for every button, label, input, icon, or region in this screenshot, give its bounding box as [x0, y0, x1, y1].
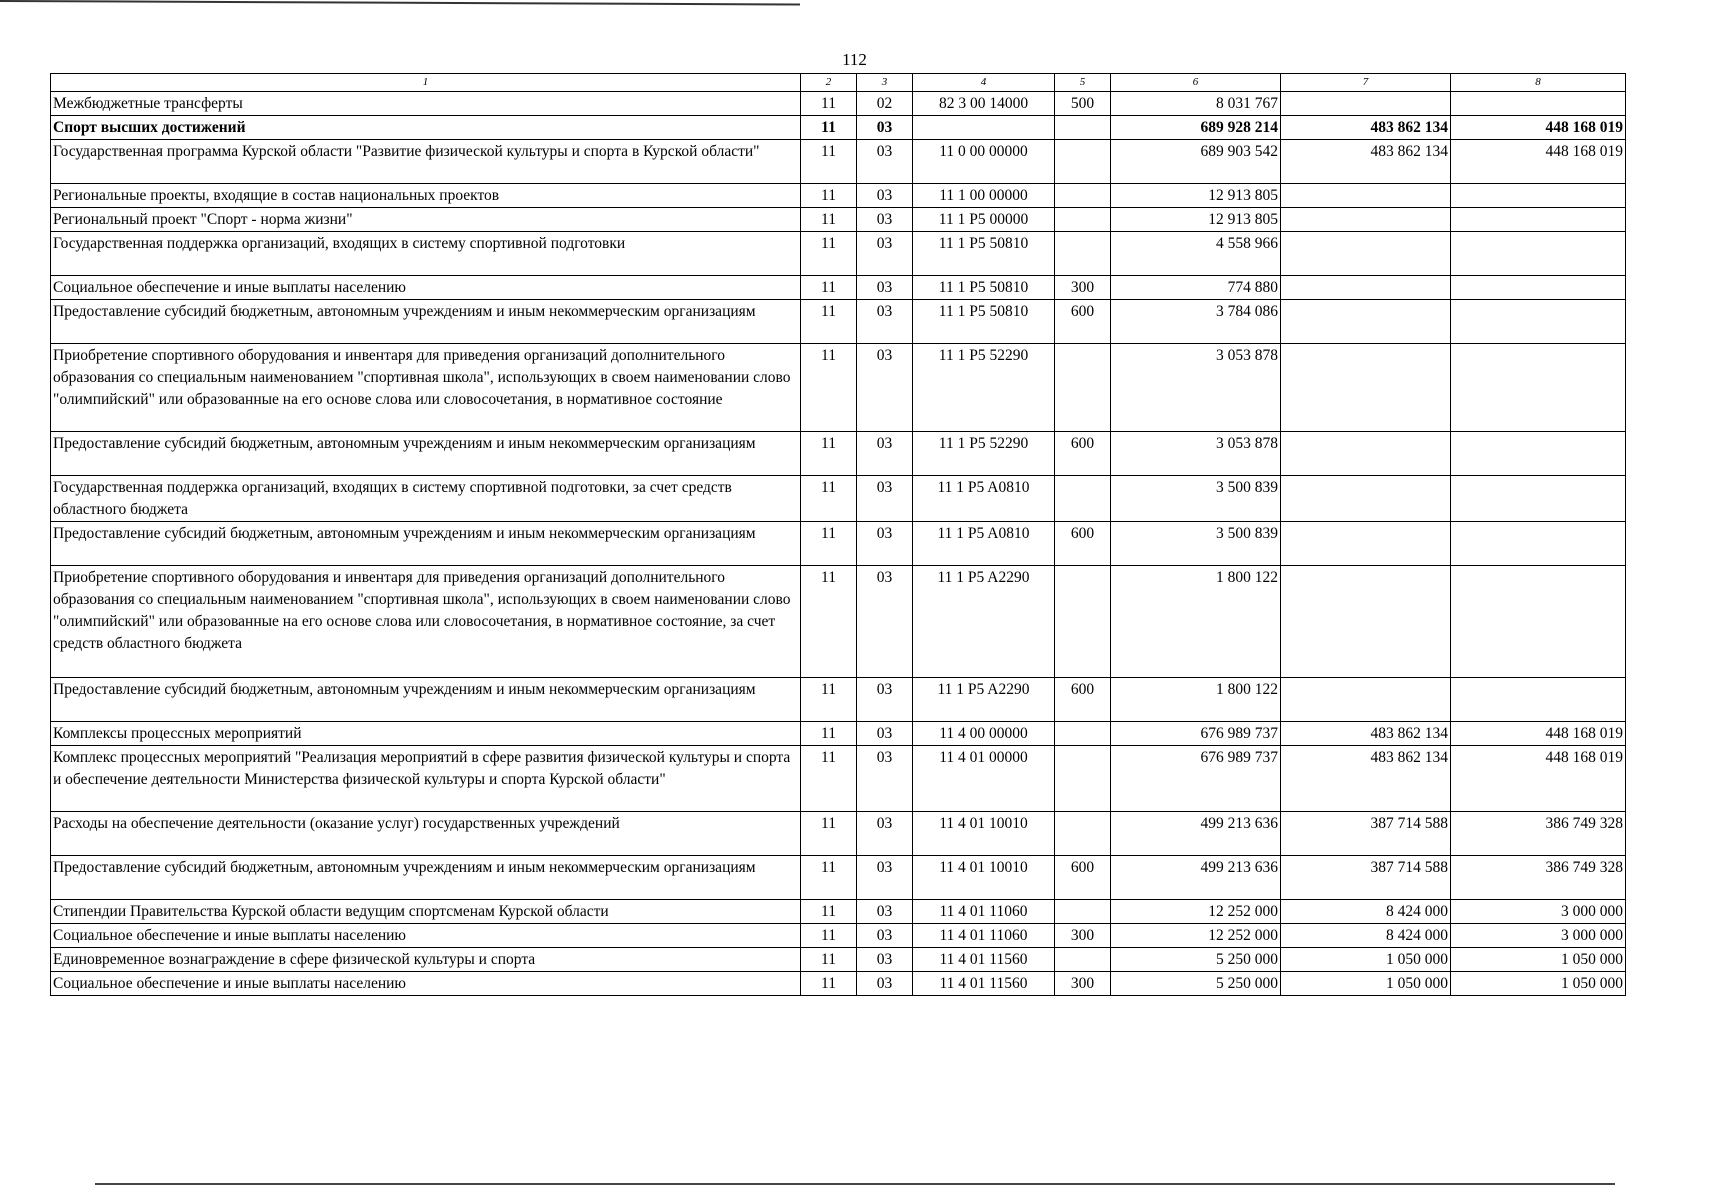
amount-year-3 [1451, 432, 1626, 476]
section-code: 11 [801, 900, 857, 924]
amount-year-2: 483 862 134 [1281, 746, 1451, 812]
amount-year-3: 386 749 328 [1451, 812, 1626, 856]
amount-year-1: 3 500 839 [1111, 522, 1281, 566]
amount-year-3: 3 000 000 [1451, 924, 1626, 948]
target-article-code: 11 1 P5 A2290 [913, 566, 1055, 678]
subsection-code: 03 [857, 746, 913, 812]
column-number: 6 [1111, 74, 1281, 92]
column-number-row [51, 74, 1626, 92]
section-code: 11 [801, 722, 857, 746]
expense-type-code: 600 [1055, 856, 1111, 900]
amount-year-2: 1 050 000 [1281, 972, 1451, 996]
amount-year-3 [1451, 300, 1626, 344]
amount-year-2 [1281, 566, 1451, 678]
amount-year-3 [1451, 276, 1626, 300]
section-code: 11 [801, 972, 857, 996]
amount-year-3 [1451, 92, 1626, 116]
row-name: Государственная программа Курской области "Развитие физической культуры и спорта в Курской области" [51, 140, 801, 184]
table-row [51, 678, 1626, 722]
subsection-code: 03 [857, 900, 913, 924]
target-article-code: 11 4 00 00000 [913, 722, 1055, 746]
target-article-code: 11 1 P5 A0810 [913, 476, 1055, 522]
amount-year-2 [1281, 232, 1451, 276]
amount-year-3: 448 168 019 [1451, 746, 1626, 812]
table-row [51, 300, 1626, 344]
target-article-code: 11 1 P5 50810 [913, 276, 1055, 300]
target-article-code: 11 4 01 00000 [913, 746, 1055, 812]
amount-year-1: 3 053 878 [1111, 432, 1281, 476]
table-row [51, 722, 1626, 746]
page-number: 112 [842, 50, 867, 69]
expense-type-code: 300 [1055, 924, 1111, 948]
row-name: Социальное обеспечение и иные выплаты населению [51, 924, 801, 948]
table-body [51, 92, 1626, 996]
amount-year-2 [1281, 344, 1451, 432]
row-name: Предоставление субсидий бюджетным, автономным учреждениям и иным некоммерческим организациям [51, 522, 801, 566]
row-name: Предоставление субсидий бюджетным, автономным учреждениям и иным некоммерческим организациям [51, 678, 801, 722]
amount-year-2: 1 050 000 [1281, 948, 1451, 972]
target-article-code: 11 1 P5 52290 [913, 344, 1055, 432]
table-row [51, 856, 1626, 900]
expense-type-code: 300 [1055, 972, 1111, 996]
row-name: Региональный проект "Спорт - норма жизни" [51, 208, 801, 232]
amount-year-3 [1451, 678, 1626, 722]
table-row [51, 900, 1626, 924]
row-name: Государственная поддержка организаций, входящих в систему спортивной подготовки, за счет средств областного бюджета [51, 476, 801, 522]
amount-year-1: 499 213 636 [1111, 812, 1281, 856]
target-article-code: 82 3 00 14000 [913, 92, 1055, 116]
table-row [51, 232, 1626, 276]
amount-year-3: 386 749 328 [1451, 856, 1626, 900]
target-article-code: 11 1 P5 00000 [913, 208, 1055, 232]
row-name: Комплексы процессных мероприятий [51, 722, 801, 746]
target-article-code: 11 0 00 00000 [913, 140, 1055, 184]
subsection-code: 03 [857, 924, 913, 948]
section-code: 11 [801, 566, 857, 678]
amount-year-3 [1451, 344, 1626, 432]
expense-type-code [1055, 746, 1111, 812]
amount-year-2: 483 862 134 [1281, 140, 1451, 184]
expense-type-code [1055, 208, 1111, 232]
section-code: 11 [801, 856, 857, 900]
amount-year-1: 689 928 214 [1111, 116, 1281, 140]
amount-year-2: 387 714 588 [1281, 856, 1451, 900]
expense-type-code: 600 [1055, 522, 1111, 566]
row-name: Региональные проекты, входящие в состав национальных проектов [51, 184, 801, 208]
expense-type-code [1055, 722, 1111, 746]
expense-type-code [1055, 184, 1111, 208]
expense-type-code: 600 [1055, 432, 1111, 476]
amount-year-2 [1281, 476, 1451, 522]
amount-year-1: 676 989 737 [1111, 722, 1281, 746]
section-code: 11 [801, 812, 857, 856]
amount-year-3 [1451, 476, 1626, 522]
row-name: Предоставление субсидий бюджетным, автономным учреждениям и иным некоммерческим организациям [51, 432, 801, 476]
row-name: Предоставление субсидий бюджетным, автономным учреждениям и иным некоммерческим организациям [51, 300, 801, 344]
target-article-code: 11 1 P5 50810 [913, 232, 1055, 276]
amount-year-2 [1281, 300, 1451, 344]
amount-year-1: 12 913 805 [1111, 208, 1281, 232]
table-row [51, 924, 1626, 948]
amount-year-2 [1281, 184, 1451, 208]
amount-year-2 [1281, 678, 1451, 722]
amount-year-1: 676 989 737 [1111, 746, 1281, 812]
amount-year-1: 3 784 086 [1111, 300, 1281, 344]
row-name: Социальное обеспечение и иные выплаты населению [51, 276, 801, 300]
target-article-code: 11 4 01 10010 [913, 856, 1055, 900]
target-article-code: 11 1 P5 50810 [913, 300, 1055, 344]
column-number: 1 [51, 74, 801, 92]
section-code: 11 [801, 432, 857, 476]
amount-year-1: 5 250 000 [1111, 972, 1281, 996]
row-name: Межбюджетные трансферты [51, 92, 801, 116]
amount-year-2: 387 714 588 [1281, 812, 1451, 856]
column-number: 5 [1055, 74, 1111, 92]
target-article-code: 11 1 P5 A0810 [913, 522, 1055, 566]
subsection-code: 03 [857, 140, 913, 184]
row-name: Приобретение спортивного оборудования и инвентаря для приведения организаций дополнительного образования со специальным наименованием "спортивная школа", использующих в своем наименовании слово "олимпийский" или образованные на его основе слова или словосочетания, в нормативное состояние [51, 344, 801, 432]
subsection-code: 03 [857, 522, 913, 566]
amount-year-3 [1451, 232, 1626, 276]
amount-year-2: 483 862 134 [1281, 722, 1451, 746]
amount-year-1: 3 500 839 [1111, 476, 1281, 522]
amount-year-3: 3 000 000 [1451, 900, 1626, 924]
subsection-code: 03 [857, 856, 913, 900]
section-code: 11 [801, 140, 857, 184]
table-row [51, 276, 1626, 300]
expense-type-code [1055, 140, 1111, 184]
section-code: 11 [801, 92, 857, 116]
section-code: 11 [801, 184, 857, 208]
subsection-code: 02 [857, 92, 913, 116]
section-code: 11 [801, 344, 857, 432]
amount-year-2 [1281, 276, 1451, 300]
column-number: 2 [801, 74, 857, 92]
expense-type-code: 600 [1055, 678, 1111, 722]
table-row [51, 522, 1626, 566]
amount-year-3 [1451, 184, 1626, 208]
subsection-code: 03 [857, 184, 913, 208]
subsection-code: 03 [857, 566, 913, 678]
column-number: 4 [913, 74, 1055, 92]
amount-year-1: 1 800 122 [1111, 566, 1281, 678]
section-code: 11 [801, 300, 857, 344]
subsection-code: 03 [857, 972, 913, 996]
amount-year-3: 448 168 019 [1451, 140, 1626, 184]
target-article-code [913, 116, 1055, 140]
amount-year-3: 448 168 019 [1451, 722, 1626, 746]
expense-type-code [1055, 566, 1111, 678]
target-article-code: 11 4 01 11060 [913, 924, 1055, 948]
amount-year-1: 689 903 542 [1111, 140, 1281, 184]
row-name: Социальное обеспечение и иные выплаты населению [51, 972, 801, 996]
amount-year-3 [1451, 208, 1626, 232]
amount-year-3 [1451, 566, 1626, 678]
table-row [51, 432, 1626, 476]
amount-year-3 [1451, 522, 1626, 566]
scan-edge-bottom [95, 1183, 1615, 1185]
row-name: Комплекс процессных мероприятий "Реализация мероприятий в сфере развития физической культуры и спорта и обеспечение деятельности Министерства физической культуры и спорта Курской области" [51, 746, 801, 812]
target-article-code: 11 1 00 00000 [913, 184, 1055, 208]
row-name: Предоставление субсидий бюджетным, автономным учреждениям и иным некоммерческим организациям [51, 856, 801, 900]
subsection-code: 03 [857, 344, 913, 432]
amount-year-2 [1281, 522, 1451, 566]
row-name: Государственная поддержка организаций, входящих в систему спортивной подготовки [51, 232, 801, 276]
subsection-code: 03 [857, 208, 913, 232]
table-row [51, 116, 1626, 140]
amount-year-1: 4 558 966 [1111, 232, 1281, 276]
expense-type-code [1055, 476, 1111, 522]
target-article-code: 11 4 01 11060 [913, 900, 1055, 924]
subsection-code: 03 [857, 276, 913, 300]
table-row [51, 184, 1626, 208]
subsection-code: 03 [857, 116, 913, 140]
target-article-code: 11 4 01 11560 [913, 948, 1055, 972]
table-row [51, 208, 1626, 232]
amount-year-3: 448 168 019 [1451, 116, 1626, 140]
expense-type-code [1055, 232, 1111, 276]
amount-year-2: 8 424 000 [1281, 900, 1451, 924]
section-code: 11 [801, 208, 857, 232]
table-row [51, 344, 1626, 432]
subsection-code: 03 [857, 432, 913, 476]
target-article-code: 11 4 01 10010 [913, 812, 1055, 856]
expense-type-code [1055, 900, 1111, 924]
expense-type-code: 500 [1055, 92, 1111, 116]
amount-year-1: 3 053 878 [1111, 344, 1281, 432]
amount-year-2: 8 424 000 [1281, 924, 1451, 948]
table-row [51, 948, 1626, 972]
row-name: Единовременное вознаграждение в сфере физической культуры и спорта [51, 948, 801, 972]
scan-edge-top [0, 0, 800, 5]
expense-type-code [1055, 116, 1111, 140]
target-article-code: 11 1 P5 52290 [913, 432, 1055, 476]
section-code: 11 [801, 276, 857, 300]
expense-type-code [1055, 812, 1111, 856]
table-row [51, 92, 1626, 116]
table-row [51, 972, 1626, 996]
expense-type-code: 300 [1055, 276, 1111, 300]
row-name: Стипендии Правительства Курской области ведущим спортсменам Курской области [51, 900, 801, 924]
amount-year-3: 1 050 000 [1451, 972, 1626, 996]
amount-year-3: 1 050 000 [1451, 948, 1626, 972]
amount-year-1: 5 250 000 [1111, 948, 1281, 972]
section-code: 11 [801, 116, 857, 140]
section-code: 11 [801, 924, 857, 948]
amount-year-1: 12 913 805 [1111, 184, 1281, 208]
section-code: 11 [801, 678, 857, 722]
target-article-code: 11 4 01 11560 [913, 972, 1055, 996]
amount-year-2: 483 862 134 [1281, 116, 1451, 140]
expense-type-code [1055, 344, 1111, 432]
amount-year-1: 774 880 [1111, 276, 1281, 300]
table-row [51, 566, 1626, 678]
amount-year-2 [1281, 208, 1451, 232]
table-row [51, 746, 1626, 812]
table-row [51, 140, 1626, 184]
amount-year-1: 499 213 636 [1111, 856, 1281, 900]
target-article-code: 11 1 P5 A2290 [913, 678, 1055, 722]
section-code: 11 [801, 746, 857, 812]
subsection-code: 03 [857, 812, 913, 856]
subsection-code: 03 [857, 948, 913, 972]
amount-year-2 [1281, 92, 1451, 116]
row-name: Спорт высших достижений [51, 116, 801, 140]
amount-year-1: 1 800 122 [1111, 678, 1281, 722]
amount-year-1: 8 031 767 [1111, 92, 1281, 116]
subsection-code: 03 [857, 300, 913, 344]
expense-type-code [1055, 948, 1111, 972]
section-code: 11 [801, 948, 857, 972]
row-name: Расходы на обеспечение деятельности (оказание услуг) государственных учреждений [51, 812, 801, 856]
section-code: 11 [801, 476, 857, 522]
subsection-code: 03 [857, 678, 913, 722]
column-number: 3 [857, 74, 913, 92]
section-code: 11 [801, 522, 857, 566]
amount-year-1: 12 252 000 [1111, 900, 1281, 924]
subsection-code: 03 [857, 232, 913, 276]
section-code: 11 [801, 232, 857, 276]
subsection-code: 03 [857, 476, 913, 522]
row-name: Приобретение спортивного оборудования и инвентаря для приведения организаций дополнительного образования со специальным наименованием "спортивная школа", использующих в своем наименовании слово "олимпийский" или образованные на его основе слова или словосочетания, в нормативное состояние, за счет средств областного бюджета [51, 566, 801, 678]
table-row [51, 476, 1626, 522]
expense-type-code: 600 [1055, 300, 1111, 344]
table-row [51, 812, 1626, 856]
amount-year-1: 12 252 000 [1111, 924, 1281, 948]
column-number: 7 [1281, 74, 1451, 92]
column-number: 8 [1451, 74, 1626, 92]
amount-year-2 [1281, 432, 1451, 476]
budget-table [50, 73, 1626, 996]
subsection-code: 03 [857, 722, 913, 746]
